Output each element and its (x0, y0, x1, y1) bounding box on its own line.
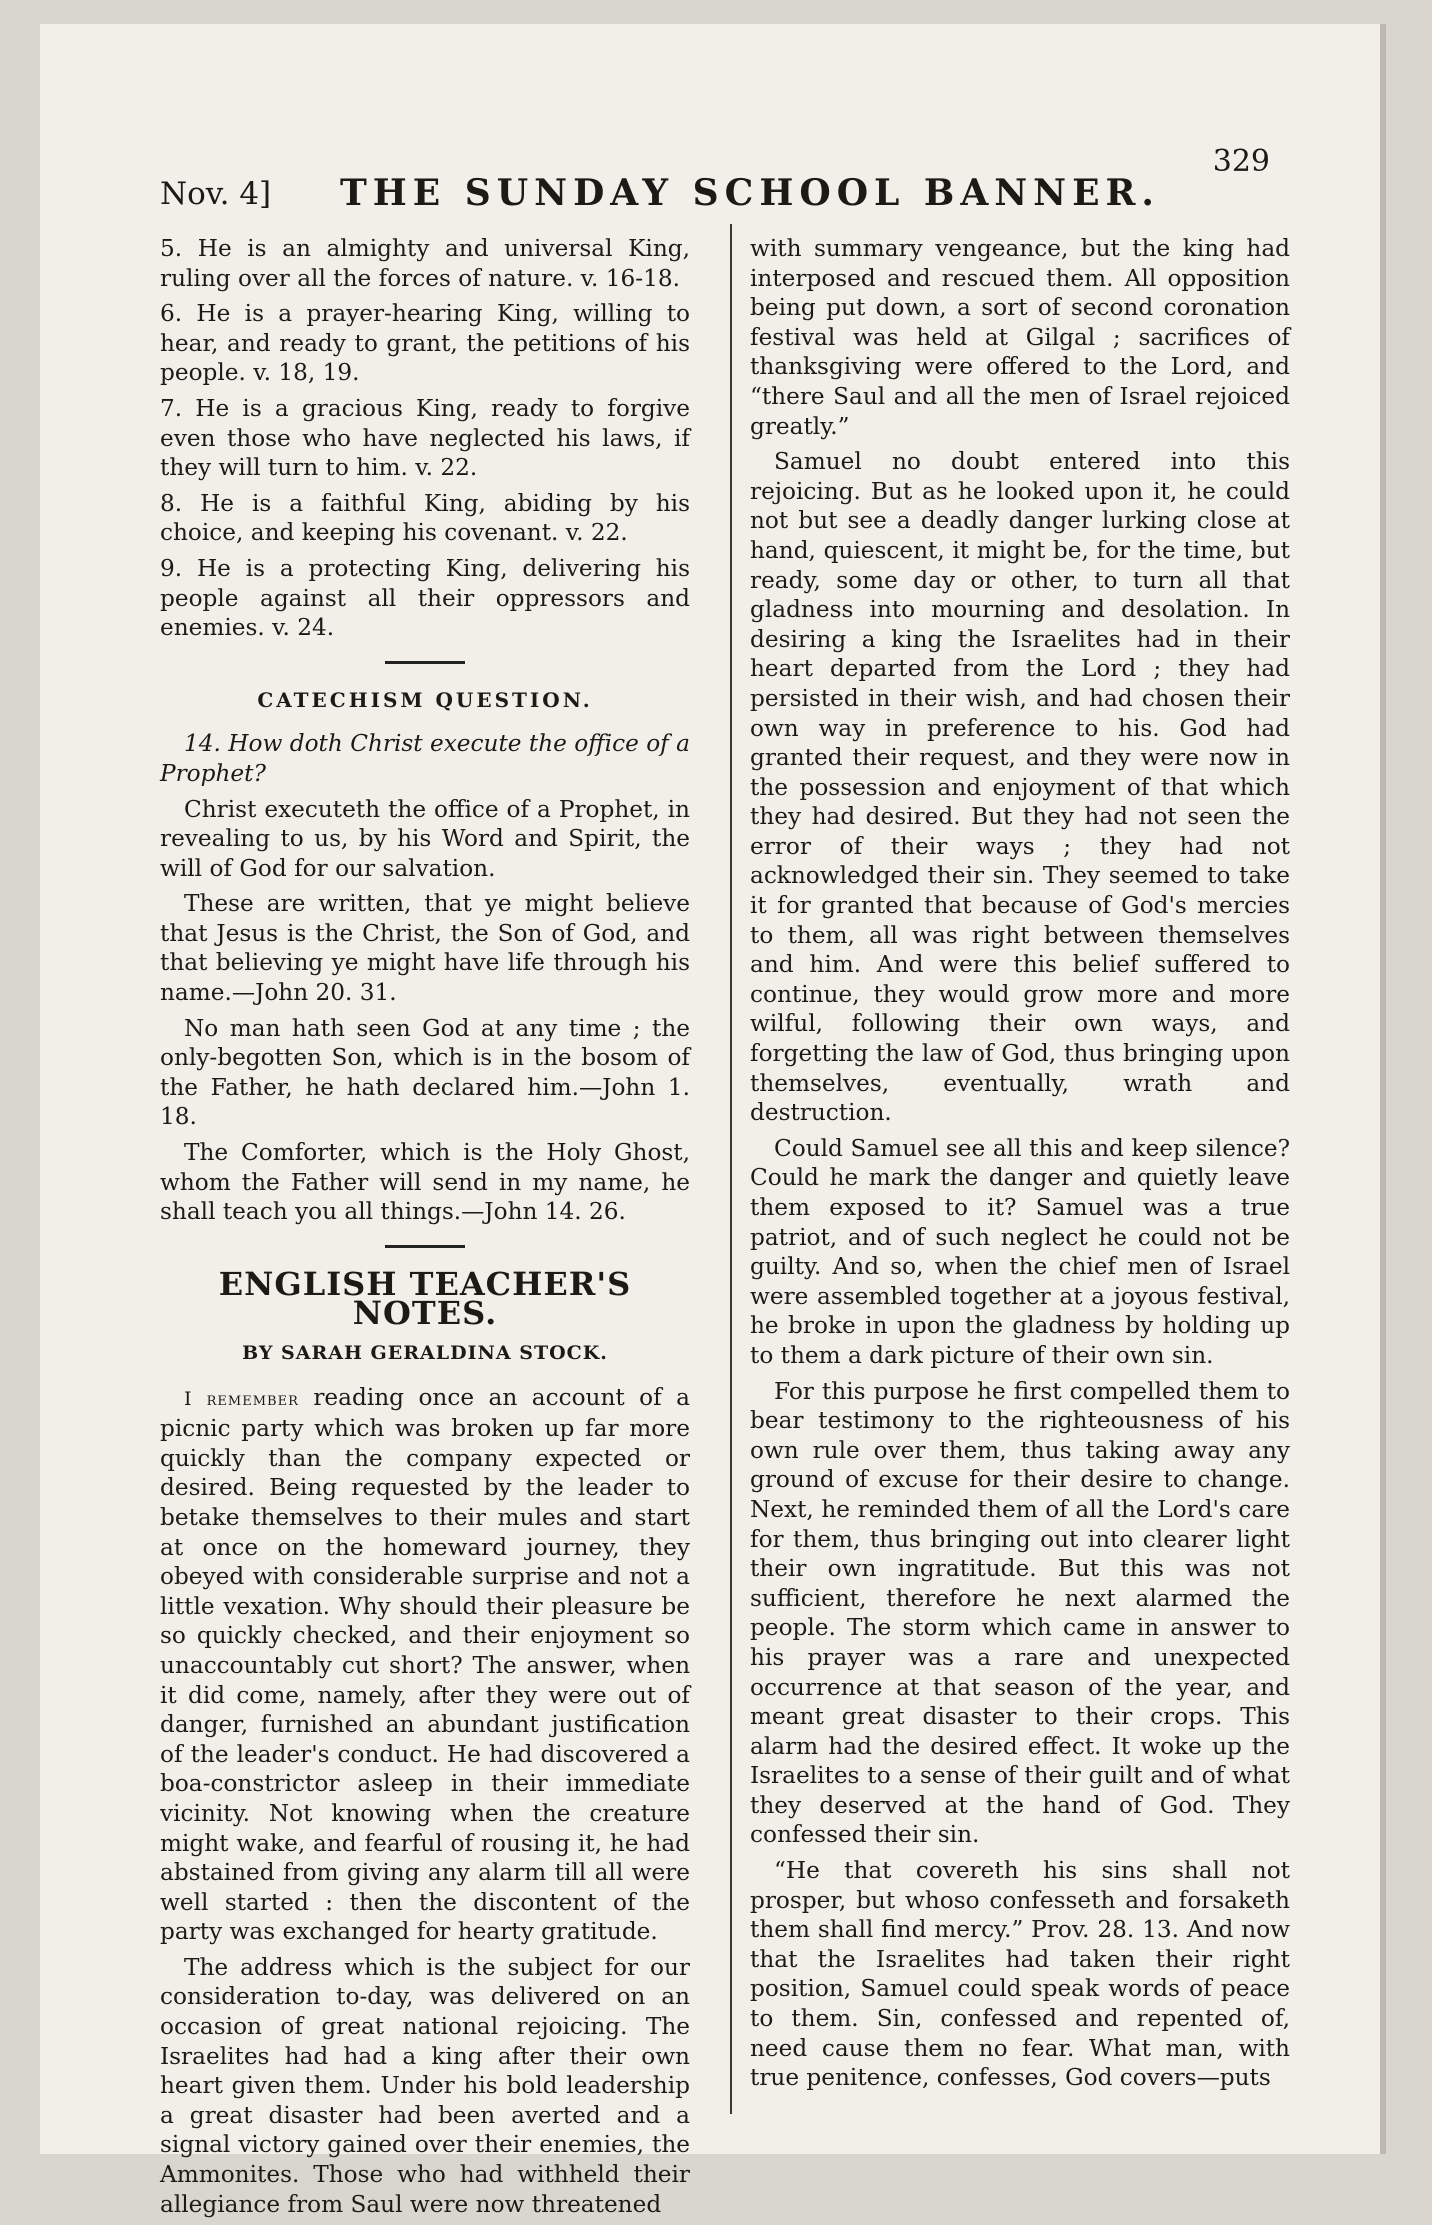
article-paragraph (160, 1383, 690, 1947)
right-column (750, 234, 1290, 2099)
page (40, 24, 1380, 2218)
points-list (160, 234, 690, 643)
section-divider (385, 1245, 465, 1248)
scripture-quote: These are written, that ye might believe that Jesus is the Christ, the Son of God, and that believing ye might have life through his name.—John 20. 31. (160, 890, 690, 1007)
paragraph-text: reading once an account of a picnic party which was broken up far more quickly than the company expected or desired. Being requested by the leader to betake themselves to their mules and start at once on the homeward journey, they obeyed with considerable surprise and not a little vexation. Why should their pleasure be so quickly checked, and their enjoyment so unaccountably cut short? The answer, when it did come, namely, after they were out of danger, furnished an abundant justification of the leader's conduct. He had discovered a boa-constrictor asleep in their immediate vicinity. Not knowing when the creature might wake, and fearful of rousing it, he had abstained from giving any alarm till all were well started : then the discontent of the party was exchanged for hearty gratitude. (160, 1383, 691, 1946)
article-paragraph: Samuel no doubt entered into this rejoicing. But as he looked upon it, he could not but see a deadly danger lurking close at hand, quiescent, it might be, for the time, but ready, some day or other, to turn all that gladness into mourning and desolation. In desiring a king the Israelites had in their heart departed from the Lord ; they had persisted in their wish, and had chosen their own way in preference to his. God had granted their request, and they were now in the possession and enjoyment of that which they had desired. But they had not seen the error of their ways ; they had not acknowledged their sin. They seemed to take it for granted that because of God's mercies to them, all was right between themselves and him. And were this belief suffered to continue, they would grow more and more wilful, following their own ways, and forgetting the law of God, thus bringing upon themselves, eventually, wrath and destruction. (750, 448, 1290, 1127)
catechism-question: 14. How doth Christ execute the office of a Prophet? (160, 730, 690, 787)
article-paragraph: The address which is the subject for our consideration to-day, was delivered on an occasion of great national rejoicing. The Israelites had had a king after their own heart given them. Under his bold leadership a great disaster had been averted and a signal victory gained over their enemies, the Ammonites. Those who had withheld their allegiance from Saul were now threatened (160, 1953, 690, 2218)
point-item: 7. He is a gracious King, ready to forgive even those who have neglected his laws, if they will turn to him. v. 22. (160, 394, 690, 482)
lead-word: I remember (184, 1387, 299, 1410)
publication-title: THE SUNDAY SCHOOL BANNER. (340, 172, 1160, 214)
catechism-heading: CATECHISM QUESTION. (257, 687, 593, 712)
point-item: 8. He is a faithful King, abiding by his choice, and keeping his covenant. v. 22. (160, 489, 690, 547)
point-item: 9. He is a protecting King, delivering his people against all their oppressors and enemies. v. 24. (160, 554, 690, 642)
page-number: 329 (1212, 144, 1270, 179)
column-rule (730, 224, 732, 2114)
article-paragraph: “He that covereth his sins shall not prosper, but whoso confesseth and forsaketh them shall find mercy.” Prov. 28. 13. And now that the Israelites had taken their right position, Samuel could speak words of peace to them. Sin, confessed and repented of, need cause them no fear. What man, with true penitence, confesses, God covers—puts (750, 1857, 1290, 2092)
point-item: 5. He is an almighty and universal King, ruling over all the forces of nature. v. 16-18. (160, 235, 690, 292)
article-paragraph: with summary vengeance, but the king had interposed and rescued them. All opposition being put down, a sort of second coronation festival was held at Gilgal ; sacrifices of thanksgiving were offered to the Lord, and “there Saul and all the men of Israel rejoiced greatly.” (750, 235, 1290, 440)
scripture-quote: No man hath seen God at any time ; the only-begotten Son, which is in the bosom of the Father, he hath declared him.—John 1. 18. (160, 1014, 690, 1131)
article-paragraph: For this purpose he first compelled them to bear testimony to the righteousness of his own rule over them, thus taking away any ground of excuse for their desire to change. Next, he reminded them of all the Lord's care for them, thus bringing out into clearer light their own ingratitude. But this was not sufficient, therefore he next alarmed the people. The storm which came in answer to his prayer was a rare and unexpected occurrence at that season of the year, and meant great disaster to their crops. This alarm had the desired effect. It woke up the Israelites to a sense of their guilt and of what they deserved at the hand of God. They confessed their sin. (750, 1377, 1290, 1849)
issue-date: Nov. 4] (160, 176, 272, 212)
running-header (160, 136, 1310, 216)
scripture-quote: The Comforter, which is the Holy Ghost, whom the Father will send in my name, he shall teach you all things.—John 14. 26. (160, 1139, 690, 1226)
catechism-answer: Christ executeth the office of a Prophet, in revealing to us, by his Word and Spirit, the will of God for our salvation. (160, 795, 690, 882)
article-byline: BY SARAH GERALDINA STOCK. (242, 1342, 608, 1364)
left-column (160, 234, 690, 2225)
article-title: ENGLISH TEACHER'S NOTES. (218, 1264, 632, 1333)
article-paragraph: Could Samuel see all this and keep silence? Could he mark the danger and quietly leave them exposed to it? Samuel was a true patriot, and of such neglect he could not be guilty. And so, when the chief men of Israel were assembled together at a joyous festival, he broke in upon the gladness by holding up to them a dark picture of their own sin. (750, 1134, 1290, 1369)
point-item: 6. He is a prayer-hearing King, willing to hear, and ready to grant, the petitions of his people. v. 18, 19. (160, 300, 690, 387)
section-divider (385, 661, 465, 664)
